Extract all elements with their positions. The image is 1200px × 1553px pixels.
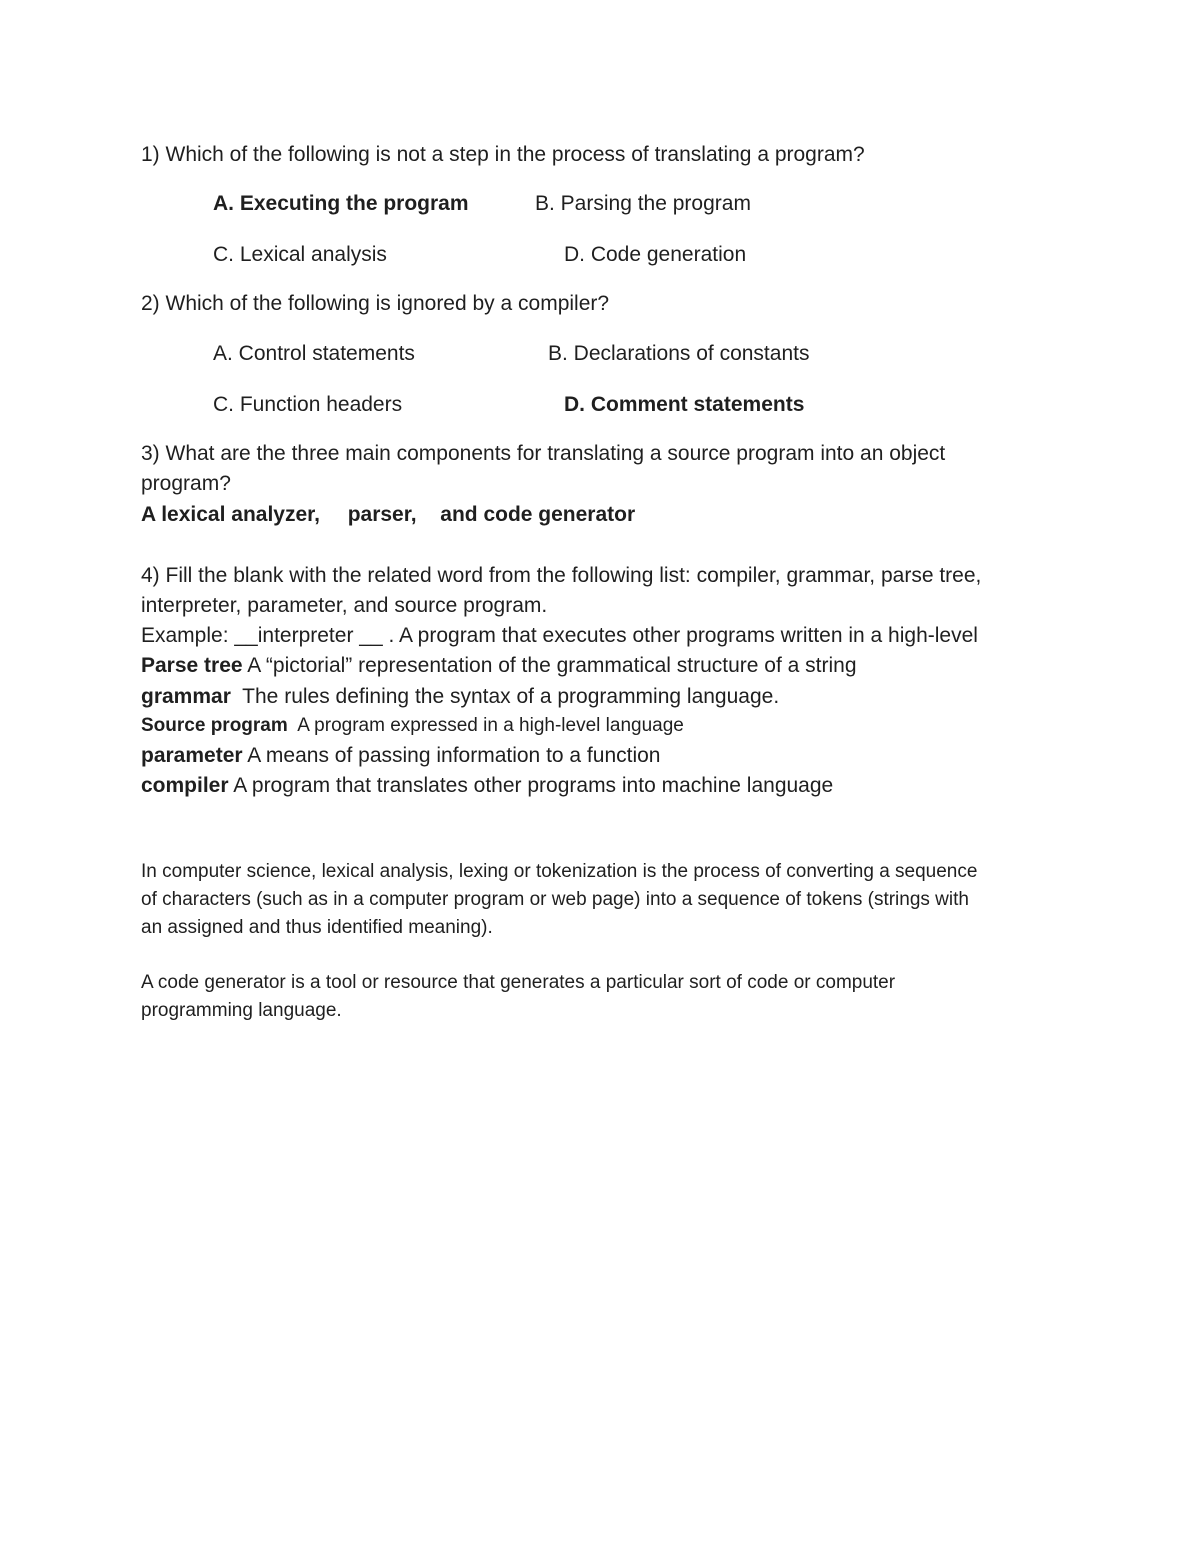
q4-term: compiler <box>141 774 229 797</box>
q1-option-c: C. Lexical analysis <box>213 243 387 266</box>
q4-item-grammar <box>141 682 779 712</box>
question-3-line-1: 3) What are the three main components for translating a source program into an object <box>141 442 946 465</box>
q3-answer-part-2: parser, <box>347 503 417 526</box>
q4-definition: A program that translates other programs into machine language <box>228 774 834 797</box>
q3-answer-part-3: and code generator <box>440 503 636 526</box>
question-4-line-1: 4) Fill the blank with the related word from the following list: compiler, grammar, parse tree, <box>141 564 982 587</box>
q4-term: grammar <box>141 685 231 708</box>
q4-term: parameter <box>141 744 243 767</box>
q4-item-compiler <box>141 771 833 801</box>
question-2: 2) Which of the following is ignored by a compiler? <box>141 292 610 315</box>
q4-item-source-program <box>141 712 684 740</box>
q4-definition: A program expressed in a high-level language <box>287 715 684 736</box>
codegen-note-line-2: programming language. <box>141 1000 342 1021</box>
lexical-note-line-1: In computer science, lexical analysis, lexing or tokenization is the process of converting a sequence <box>141 861 978 882</box>
question-4-line-2: interpreter, parameter, and source program. <box>141 594 548 617</box>
lexical-note-line-3: an assigned and thus identified meaning). <box>141 917 493 938</box>
q1-option-d: D. Code generation <box>564 243 747 266</box>
q4-definition: A means of passing information to a function <box>242 744 661 767</box>
q4-definition: The rules defining the syntax of a programming language. <box>230 685 780 708</box>
q4-item-parse-tree <box>141 651 857 681</box>
q2-option-a: A. Control statements <box>213 342 415 365</box>
q2-option-b: B. Declarations of constants <box>548 342 810 365</box>
q4-definition: A “pictorial” representation of the grammatical structure of a string <box>242 654 857 677</box>
q3-answer-part-1: A lexical analyzer, <box>141 503 321 526</box>
q2-option-d-answer: D. Comment statements <box>564 393 805 416</box>
q4-term: Source program <box>141 715 288 736</box>
q3-answer <box>141 500 635 530</box>
question-4-example: Example: __interpreter __ . A program that executes other programs written in a high-level <box>141 624 978 647</box>
lexical-note-line-2: of characters (such as in a computer program or web page) into a sequence of tokens (strings with <box>141 889 969 910</box>
q4-term: Parse tree <box>141 654 243 677</box>
q2-option-c: C. Function headers <box>213 393 403 416</box>
q1-option-a-answer: A. Executing the program <box>213 192 469 215</box>
question-3-line-2: program? <box>141 472 231 495</box>
question-1: 1) Which of the following is not a step in the process of translating a program? <box>141 143 865 166</box>
q4-item-parameter <box>141 741 660 771</box>
q1-option-b: B. Parsing the program <box>535 192 751 215</box>
codegen-note-line-1: A code generator is a tool or resource that generates a particular sort of code or computer <box>141 972 896 993</box>
